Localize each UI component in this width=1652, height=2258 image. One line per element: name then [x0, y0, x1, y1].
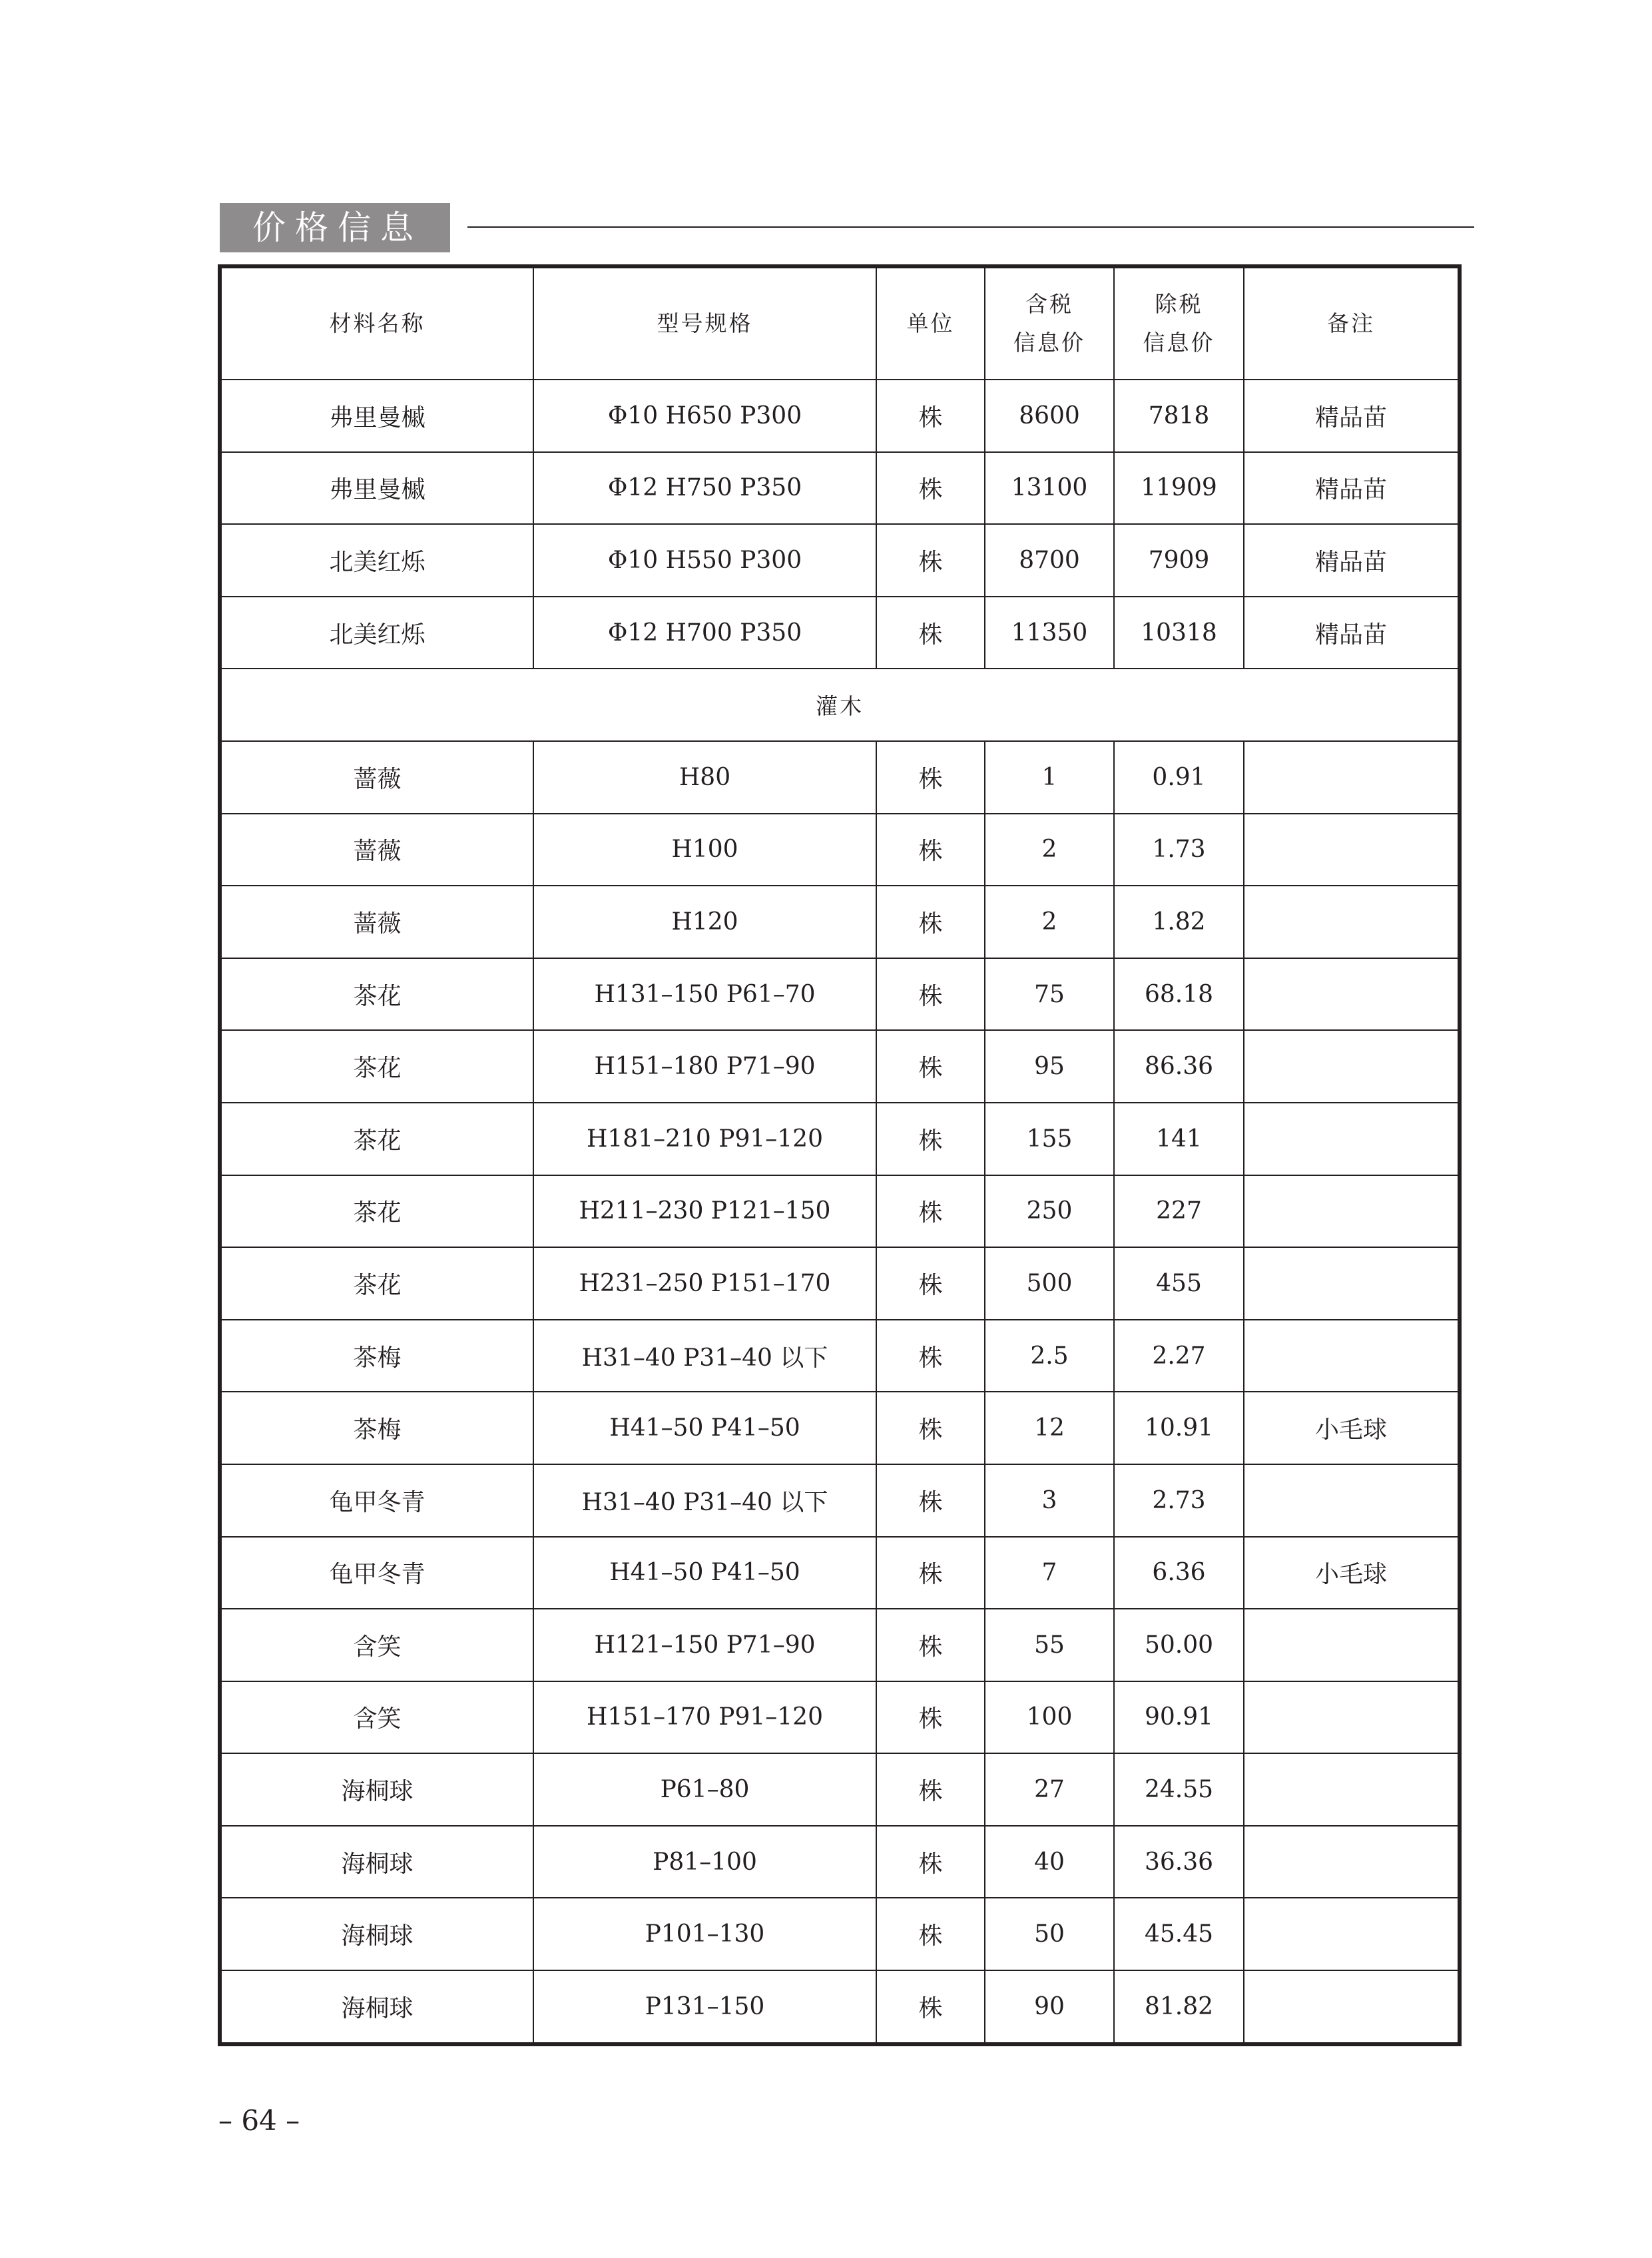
cell-price-tax-exclusive: 0.91	[1114, 741, 1244, 814]
cell-name: 茶花	[220, 1247, 533, 1320]
cell-unit: 株	[876, 1392, 985, 1464]
section-divider	[467, 226, 1474, 228]
cell-price-tax-exclusive: 86.36	[1114, 1030, 1244, 1103]
cell-price-tax-inclusive: 12	[985, 1392, 1114, 1464]
cell-price-tax-inclusive: 11350	[985, 597, 1114, 669]
cell-unit: 株	[876, 1681, 985, 1754]
cell-spec: H121–150 P71–90	[533, 1609, 876, 1681]
cell-unit: 株	[876, 1753, 985, 1826]
table-row	[220, 1320, 1460, 1392]
cell-price-tax-exclusive: 7909	[1114, 524, 1244, 597]
cell-price-tax-inclusive: 155	[985, 1103, 1114, 1175]
cell-name: 茶花	[220, 1030, 533, 1103]
cell-spec: P101–130	[533, 1898, 876, 1970]
cell-price-tax-inclusive: 8700	[985, 524, 1114, 597]
table-row	[220, 1970, 1460, 2044]
cell-remark	[1244, 1826, 1460, 1898]
section-title: 价格信息	[220, 203, 450, 252]
cell-price-tax-exclusive: 10.91	[1114, 1392, 1244, 1464]
cell-name: 茶花	[220, 1103, 533, 1175]
table-row	[220, 1030, 1460, 1103]
cell-unit: 株	[876, 1898, 985, 1970]
cell-remark	[1244, 741, 1460, 814]
header-remark: 备注	[1244, 266, 1460, 380]
header-tax-inclusive-price	[985, 266, 1114, 380]
cell-remark	[1244, 1247, 1460, 1320]
cell-price-tax-exclusive: 2.27	[1114, 1320, 1244, 1392]
cell-unit: 株	[876, 958, 985, 1031]
table-body	[220, 380, 1460, 2044]
cell-spec: H211–230 P121–150	[533, 1175, 876, 1248]
cell-price-tax-exclusive: 7818	[1114, 380, 1244, 452]
table-row	[220, 524, 1460, 597]
table-row	[220, 1103, 1460, 1175]
cell-price-tax-inclusive: 95	[985, 1030, 1114, 1103]
cell-price-tax-exclusive: 36.36	[1114, 1826, 1244, 1898]
cell-price-tax-inclusive: 250	[985, 1175, 1114, 1248]
cell-spec: H41–50 P41–50	[533, 1537, 876, 1609]
cell-price-tax-inclusive: 75	[985, 958, 1114, 1031]
cell-price-tax-inclusive: 27	[985, 1753, 1114, 1826]
cell-price-tax-exclusive: 50.00	[1114, 1609, 1244, 1681]
table-row	[220, 886, 1460, 958]
cell-spec: Φ10 H550 P300	[533, 524, 876, 597]
table-row	[220, 1609, 1460, 1681]
cell-spec: H231–250 P151–170	[533, 1247, 876, 1320]
table-row	[220, 1464, 1460, 1537]
cell-price-tax-exclusive: 227	[1114, 1175, 1244, 1248]
section-header	[220, 203, 1474, 252]
group-row	[220, 669, 1460, 741]
cell-price-tax-inclusive: 2.5	[985, 1320, 1114, 1392]
cell-name: 弗里曼槭	[220, 380, 533, 452]
header-tax-exclusive-line2: 信息价	[1143, 330, 1215, 356]
cell-remark	[1244, 1103, 1460, 1175]
cell-remark: 精品苗	[1244, 452, 1460, 525]
table-row	[220, 741, 1460, 814]
table-row	[220, 1392, 1460, 1464]
cell-price-tax-exclusive: 45.45	[1114, 1898, 1244, 1970]
table-row	[220, 452, 1460, 525]
cell-name: 弗里曼槭	[220, 452, 533, 525]
cell-name: 海桐球	[220, 1898, 533, 1970]
cell-remark	[1244, 1609, 1460, 1681]
cell-remark	[1244, 814, 1460, 886]
cell-remark: 精品苗	[1244, 524, 1460, 597]
cell-price-tax-exclusive: 141	[1114, 1103, 1244, 1175]
cell-name: 海桐球	[220, 1826, 533, 1898]
cell-name: 北美红烁	[220, 597, 533, 669]
page-number: – 64 –	[218, 2104, 300, 2137]
cell-remark	[1244, 958, 1460, 1031]
cell-remark: 小毛球	[1244, 1537, 1460, 1609]
table-row	[220, 380, 1460, 452]
cell-price-tax-inclusive: 7	[985, 1537, 1114, 1609]
cell-name: 茶梅	[220, 1392, 533, 1464]
cell-price-tax-inclusive: 500	[985, 1247, 1114, 1320]
cell-name: 茶花	[220, 958, 533, 1031]
cell-unit: 株	[876, 1609, 985, 1681]
cell-price-tax-inclusive: 50	[985, 1898, 1114, 1970]
cell-remark	[1244, 1030, 1460, 1103]
cell-price-tax-inclusive: 40	[985, 1826, 1114, 1898]
cell-price-tax-exclusive: 81.82	[1114, 1970, 1244, 2044]
group-label: 灌木	[220, 669, 1460, 741]
cell-spec: P81–100	[533, 1826, 876, 1898]
cell-price-tax-exclusive: 1.82	[1114, 886, 1244, 958]
cell-spec: H31–40 P31–40 以下	[533, 1320, 876, 1392]
cell-price-tax-exclusive: 11909	[1114, 452, 1244, 525]
cell-spec: H131–150 P61–70	[533, 958, 876, 1031]
cell-spec: P131–150	[533, 1970, 876, 2044]
cell-price-tax-exclusive: 10318	[1114, 597, 1244, 669]
cell-price-tax-exclusive: 2.73	[1114, 1464, 1244, 1537]
header-tax-exclusive-price	[1114, 266, 1244, 380]
table-row	[220, 1753, 1460, 1826]
cell-unit: 株	[876, 380, 985, 452]
cell-price-tax-exclusive: 1.73	[1114, 814, 1244, 886]
cell-remark	[1244, 1898, 1460, 1970]
header-tax-inclusive-line1: 含税	[1025, 291, 1073, 317]
cell-spec: Φ10 H650 P300	[533, 380, 876, 452]
cell-price-tax-exclusive: 90.91	[1114, 1681, 1244, 1754]
cell-price-tax-inclusive: 2	[985, 814, 1114, 886]
header-tax-exclusive-line1: 除税	[1155, 291, 1203, 317]
cell-remark	[1244, 1464, 1460, 1537]
cell-unit: 株	[876, 597, 985, 669]
cell-spec: H181–210 P91–120	[533, 1103, 876, 1175]
cell-name: 北美红烁	[220, 524, 533, 597]
cell-name: 龟甲冬青	[220, 1537, 533, 1609]
cell-unit: 株	[876, 1320, 985, 1392]
cell-price-tax-inclusive: 8600	[985, 380, 1114, 452]
cell-unit: 株	[876, 1537, 985, 1609]
cell-spec: H151–170 P91–120	[533, 1681, 876, 1754]
cell-unit: 株	[876, 741, 985, 814]
cell-unit: 株	[876, 1175, 985, 1248]
cell-unit: 株	[876, 1826, 985, 1898]
cell-unit: 株	[876, 452, 985, 525]
cell-unit: 株	[876, 814, 985, 886]
cell-unit: 株	[876, 1030, 985, 1103]
cell-remark	[1244, 1175, 1460, 1248]
table-row	[220, 1681, 1460, 1754]
header-spec: 型号规格	[533, 266, 876, 380]
cell-price-tax-inclusive: 100	[985, 1681, 1114, 1754]
table-row	[220, 1898, 1460, 1970]
cell-unit: 株	[876, 886, 985, 958]
cell-remark	[1244, 886, 1460, 958]
cell-price-tax-inclusive: 90	[985, 1970, 1114, 2044]
cell-price-tax-inclusive: 2	[985, 886, 1114, 958]
cell-remark	[1244, 1970, 1460, 2044]
cell-price-tax-inclusive: 13100	[985, 452, 1114, 525]
cell-remark	[1244, 1320, 1460, 1392]
header-tax-inclusive-line2: 信息价	[1013, 330, 1085, 356]
table-row	[220, 1537, 1460, 1609]
cell-spec: H120	[533, 886, 876, 958]
cell-remark	[1244, 1753, 1460, 1826]
table-row	[220, 814, 1460, 886]
cell-remark: 精品苗	[1244, 380, 1460, 452]
cell-name: 蔷薇	[220, 741, 533, 814]
cell-spec: H80	[533, 741, 876, 814]
cell-price-tax-exclusive: 24.55	[1114, 1753, 1244, 1826]
cell-price-tax-exclusive: 68.18	[1114, 958, 1244, 1031]
cell-unit: 株	[876, 1464, 985, 1537]
cell-spec: Φ12 H700 P350	[533, 597, 876, 669]
cell-remark	[1244, 1681, 1460, 1754]
cell-unit: 株	[876, 1103, 985, 1175]
cell-price-tax-exclusive: 6.36	[1114, 1537, 1244, 1609]
cell-spec: H31–40 P31–40 以下	[533, 1464, 876, 1537]
cell-spec: Φ12 H750 P350	[533, 452, 876, 525]
cell-price-tax-inclusive: 3	[985, 1464, 1114, 1537]
cell-unit: 株	[876, 524, 985, 597]
cell-name: 蔷薇	[220, 814, 533, 886]
header-unit: 单位	[876, 266, 985, 380]
cell-remark: 精品苗	[1244, 597, 1460, 669]
cell-name: 龟甲冬青	[220, 1464, 533, 1537]
table-row	[220, 1175, 1460, 1248]
cell-spec: H100	[533, 814, 876, 886]
cell-price-tax-exclusive: 455	[1114, 1247, 1244, 1320]
cell-name: 蔷薇	[220, 886, 533, 958]
cell-spec: P61–80	[533, 1753, 876, 1826]
cell-remark: 小毛球	[1244, 1392, 1460, 1464]
table-row	[220, 597, 1460, 669]
cell-name: 含笑	[220, 1609, 533, 1681]
cell-unit: 株	[876, 1970, 985, 2044]
header-name: 材料名称	[220, 266, 533, 380]
cell-name: 茶梅	[220, 1320, 533, 1392]
price-table	[218, 264, 1462, 2046]
cell-spec: H151–180 P71–90	[533, 1030, 876, 1103]
cell-name: 海桐球	[220, 1970, 533, 2044]
cell-unit: 株	[876, 1247, 985, 1320]
cell-name: 海桐球	[220, 1753, 533, 1826]
table-header-row	[220, 266, 1460, 380]
cell-spec: H41–50 P41–50	[533, 1392, 876, 1464]
table-row	[220, 1826, 1460, 1898]
table-row	[220, 1247, 1460, 1320]
cell-name: 含笑	[220, 1681, 533, 1754]
cell-price-tax-inclusive: 1	[985, 741, 1114, 814]
cell-price-tax-inclusive: 55	[985, 1609, 1114, 1681]
cell-name: 茶花	[220, 1175, 533, 1248]
table-row	[220, 958, 1460, 1031]
